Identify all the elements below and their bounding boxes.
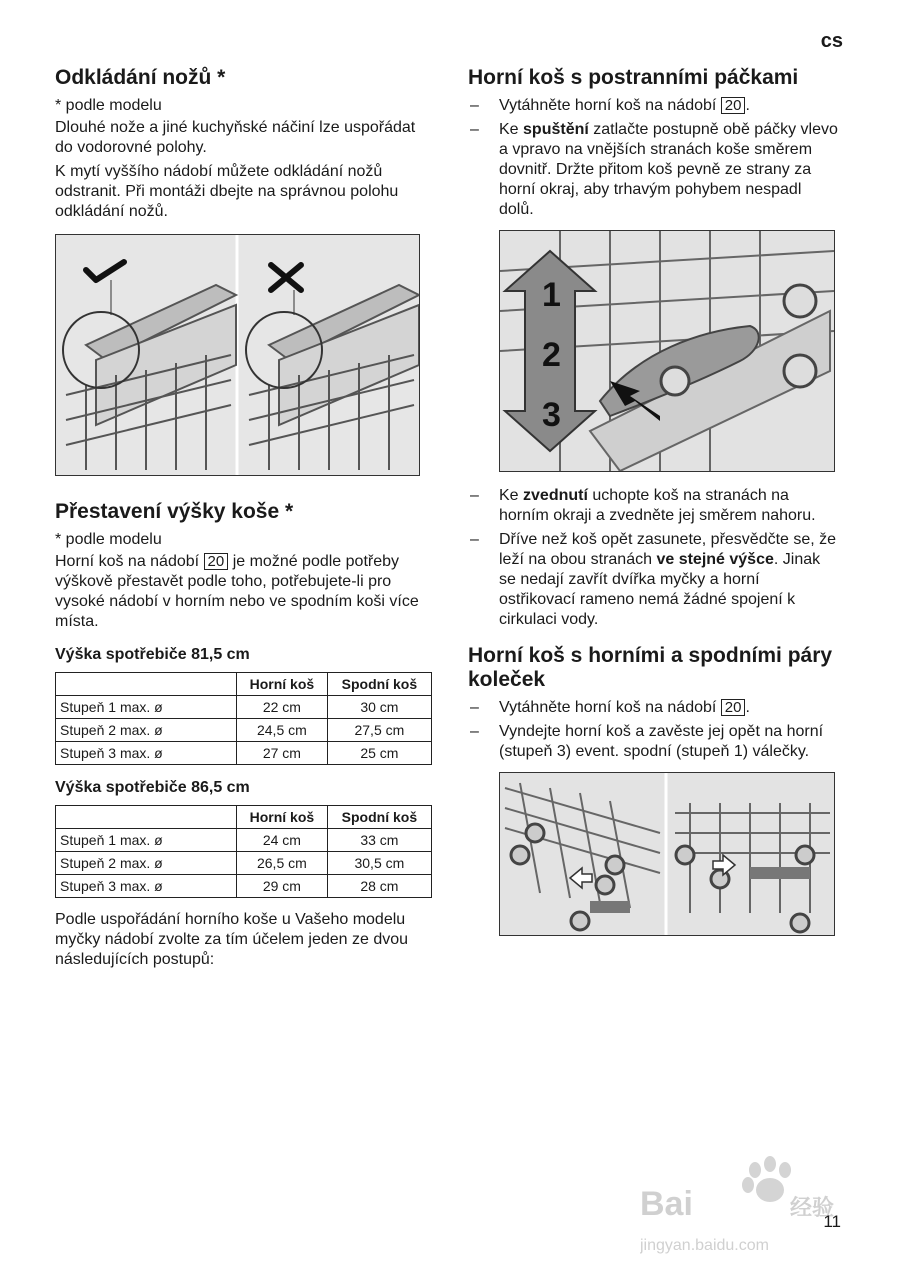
wheel-icon bbox=[571, 912, 589, 930]
knife-shelf-illustration bbox=[55, 234, 420, 476]
item-number-box: 20 bbox=[721, 699, 746, 716]
column-header-lower: Spodní koš bbox=[327, 806, 431, 829]
wheel-icon bbox=[676, 846, 694, 864]
table-row: Stupeň 2 max. ø 26,5 cm 30,5 cm bbox=[56, 852, 432, 875]
wheel-icon bbox=[791, 914, 809, 932]
rail bbox=[750, 867, 810, 879]
table-row: Stupeň 2 max. ø 24,5 cm 27,5 cm bbox=[56, 719, 432, 742]
item-number-box: 20 bbox=[721, 97, 746, 114]
lever-illustration bbox=[499, 230, 835, 472]
list-item: – Vytáhněte horní koš na nádobí 20 . bbox=[470, 97, 750, 114]
instruction-list bbox=[468, 698, 838, 762]
paragraph: Horní koš na nádobí 20 je možné podle potřeby výškově přestavět podle toho, potřebujete-li pro vysoké nádobí v horním nebo ve spodním koši více místa. bbox=[55, 553, 419, 630]
wheel-icon bbox=[526, 824, 544, 842]
model-note: * podle modelu bbox=[55, 97, 162, 114]
svg-text:jingyan.baidu.com: jingyan.baidu.com bbox=[640, 1237, 769, 1254]
wheel-icon bbox=[661, 367, 689, 395]
list-item: – Dříve než koš opět zasunete, přesvědčte se, že leží na obou stranách ve stejné výšce. Jinak se nedají zavřít dvířka myčky a horní ostřikovací rameno nemá žádné spojení k cirkulaci vody. bbox=[470, 531, 837, 628]
list-item: – Ke spuštění zatlačte postupně obě páčky vlevo a vpravo na vnějších stranách koše směrem dovnitř. Držte přitom koš pevně ze strany za horní okraj, aby trhavým pohybem nespadl dolů. bbox=[470, 121, 838, 218]
language-code: cs bbox=[820, 30, 843, 52]
table-row: Stupeň 3 max. ø 27 cm 25 cm bbox=[56, 742, 432, 765]
right-column bbox=[468, 66, 838, 936]
section-title-knife-shelf: Odkládání nožů * bbox=[55, 66, 226, 89]
left-column bbox=[55, 66, 435, 974]
wheel-icon bbox=[596, 876, 614, 894]
list-item: – Ke zvednutí uchopte koš na stranách na horním okraji a zvedněte jej směrem nahoru. bbox=[470, 487, 816, 524]
step-label: 2 bbox=[542, 336, 561, 374]
baidu-watermark bbox=[640, 1150, 850, 1270]
instruction-list bbox=[468, 96, 838, 220]
section-title-basket-height: Přestavení výšky koše * bbox=[55, 500, 294, 523]
paragraph: Podle uspořádání horního koše u Vašeho modelu myčky nádobí zvolte za tím účelem jeden ze dvou následujících postupů: bbox=[55, 911, 409, 968]
list-item: – Vyndejte horní koš a zavěste jej opět na horní (stupeň 3) event. spodní (stupeň 1) válečky. bbox=[470, 723, 824, 760]
step-label: 1 bbox=[542, 276, 561, 314]
table-row: Stupeň 3 max. ø 29 cm 28 cm bbox=[56, 875, 432, 898]
height-table-81 bbox=[55, 672, 432, 765]
step-label: 3 bbox=[542, 396, 561, 434]
wheel-icon bbox=[511, 846, 529, 864]
column-header-upper: Horní koš bbox=[237, 806, 328, 829]
table-title: Výška spotřebiče 81,5 cm bbox=[55, 646, 250, 663]
column-header-lower: Spodní koš bbox=[327, 673, 431, 696]
column-header-upper: Horní koš bbox=[237, 673, 328, 696]
wheel-icon bbox=[606, 856, 624, 874]
table-title: Výška spotřebiče 86,5 cm bbox=[55, 779, 250, 796]
wheel-icon bbox=[796, 846, 814, 864]
instruction-list bbox=[468, 486, 838, 630]
model-note: * podle modelu bbox=[55, 531, 162, 548]
paragraph: Dlouhé nože a jiné kuchyňské náčiní lze uspořádat do vodorovné polohy. bbox=[55, 119, 416, 156]
item-number-box: 20 bbox=[204, 553, 229, 570]
wheel-pairs-illustration bbox=[499, 772, 835, 936]
table-row: Stupeň 1 max. ø 24 cm 33 cm bbox=[56, 829, 432, 852]
height-table-86 bbox=[55, 805, 432, 898]
svg-text:经验: 经验 bbox=[790, 1196, 835, 1221]
section-title-wheel-pairs: Horní koš s horními a spodními páry koleček bbox=[468, 644, 833, 691]
wheel-icon bbox=[784, 285, 816, 317]
paragraph: K mytí vyššího nádobí můžete odkládání nožů odstranit. Při montáži dbejte na správnou polohu odkládání nožů. bbox=[55, 163, 399, 220]
svg-text:Bai: Bai bbox=[640, 1185, 693, 1223]
list-item: – Vytáhněte horní koš na nádobí 20 . bbox=[470, 699, 750, 716]
table-row: Stupeň 1 max. ø 22 cm 30 cm bbox=[56, 696, 432, 719]
wheel-icon bbox=[784, 355, 816, 387]
section-title-side-levers: Horní koš s postranními páčkami bbox=[468, 66, 799, 89]
page-number: 11 bbox=[823, 1212, 841, 1231]
rail bbox=[590, 901, 630, 913]
